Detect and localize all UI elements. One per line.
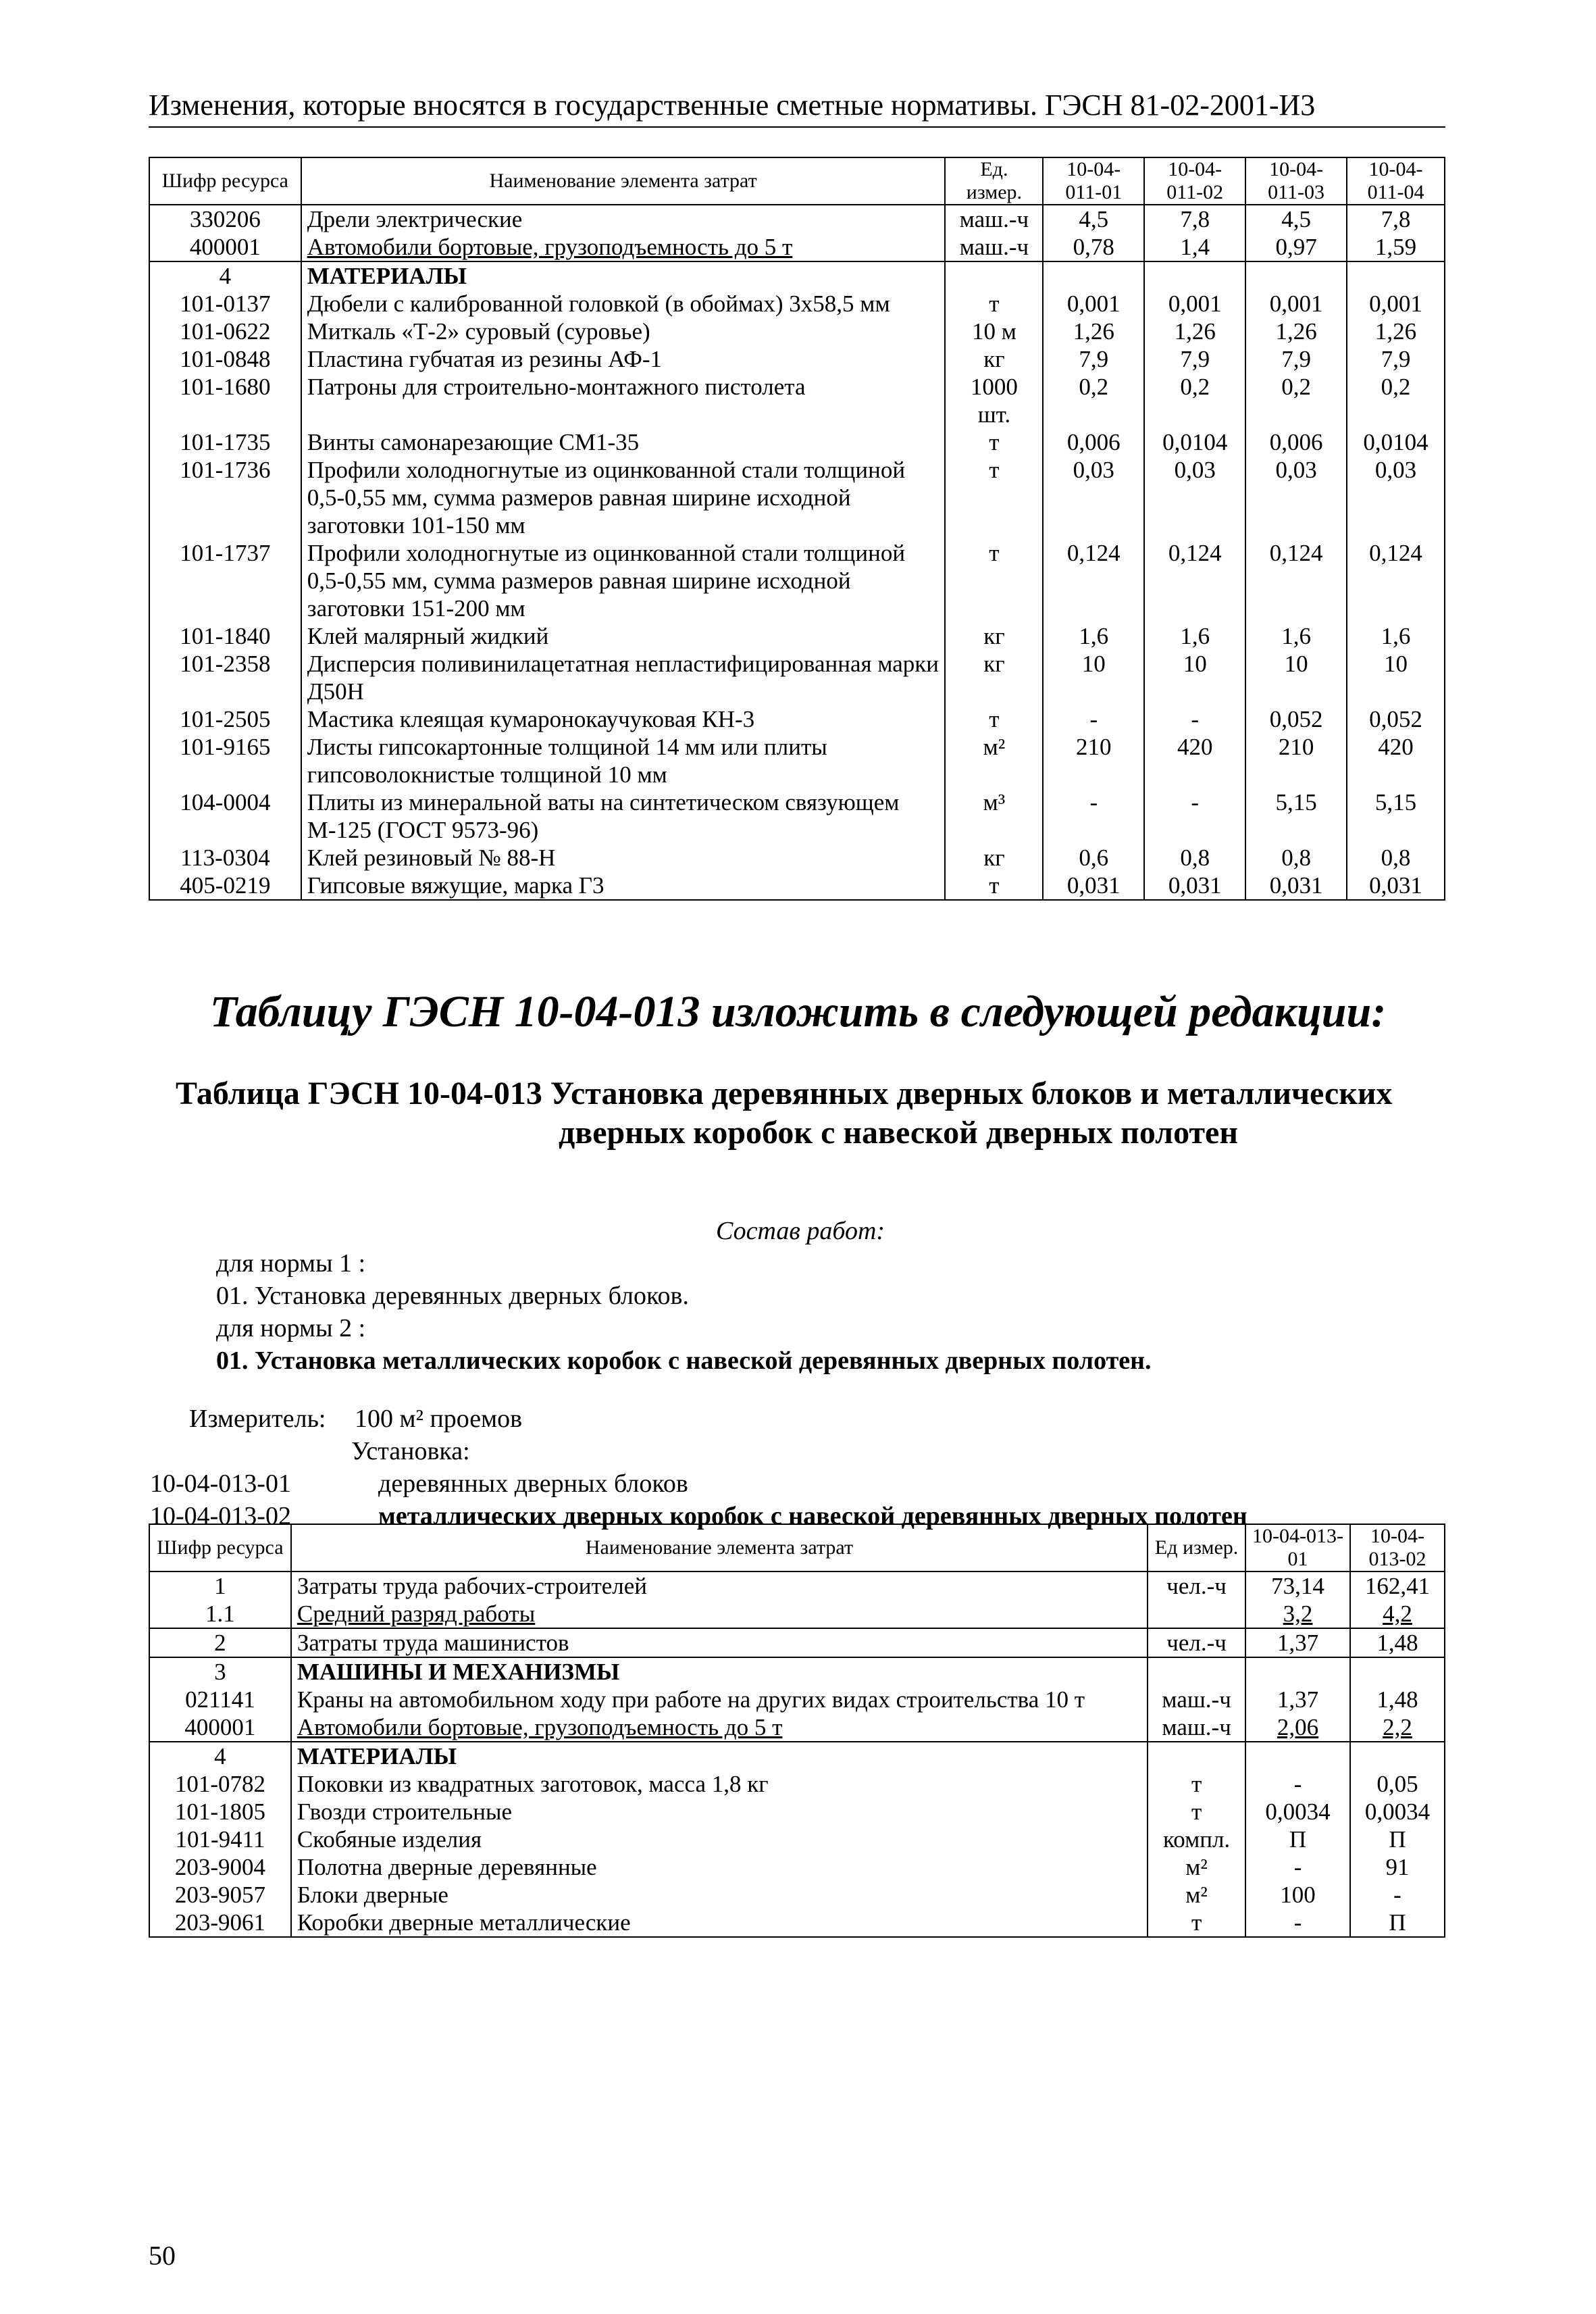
cell-value: П — [1350, 1826, 1445, 1853]
table-row — [149, 1881, 1445, 1909]
cell-code: 203-9004 — [149, 1853, 291, 1881]
col-header-code: Шифр ресурса — [149, 1524, 291, 1571]
cell-value: 0,052 — [1245, 705, 1347, 733]
cell-value: 0,0104 — [1347, 428, 1445, 456]
cell-value — [1350, 1742, 1445, 1770]
table-row — [149, 1628, 1445, 1657]
cell-code: 021141 — [149, 1686, 291, 1713]
cell-value: - — [1043, 788, 1144, 844]
cell-value — [1350, 1657, 1445, 1686]
cell-code: 405-0219 — [149, 872, 301, 900]
cell-unit — [1148, 1600, 1245, 1628]
table-row — [149, 373, 1445, 428]
table-row — [149, 1600, 1445, 1628]
cell-value: - — [1245, 1853, 1350, 1881]
cell-code: 101-1680 — [149, 373, 301, 428]
cell-value: - — [1043, 705, 1144, 733]
cell-value: 0,6 — [1043, 844, 1144, 872]
cell-code: 101-1840 — [149, 622, 301, 650]
cell-unit: кг — [945, 622, 1043, 650]
cell-unit: т — [945, 428, 1043, 456]
cell-unit: м² — [1148, 1881, 1245, 1909]
cell-value: 0,031 — [1144, 872, 1245, 900]
table-row — [149, 733, 1445, 788]
cell-name: МАШИНЫ И МЕХАНИЗМЫ — [291, 1657, 1148, 1686]
norm-code-1: 10-04-013-01 — [150, 1469, 291, 1498]
cell-code: 101-0848 — [149, 345, 301, 373]
work-composition-heading: Состав работ: — [716, 1217, 885, 1245]
table-row — [149, 1686, 1445, 1713]
cell-value: 7,9 — [1144, 345, 1245, 373]
cell-value: 0,001 — [1245, 290, 1347, 318]
section-title-line-2: дверных коробок с навеской дверных полотен — [558, 1115, 1239, 1151]
col-header-norm: 10-04-013-02 — [1350, 1524, 1445, 1571]
cell-unit: кг — [945, 844, 1043, 872]
cell-code: 4 — [149, 261, 301, 290]
cell-value: 0,97 — [1245, 233, 1347, 261]
norm-code-1-text: деревянных дверных блоков — [378, 1469, 688, 1498]
cell-code: 101-2358 — [149, 650, 301, 705]
cell-unit: 1000 шт. — [945, 373, 1043, 428]
norm-2-text: 01. Установка металлических коробок с навеской деревянных дверных полотен. — [216, 1347, 1152, 1375]
cell-name: Винты самонарезающие СМ1-35 — [301, 428, 946, 456]
section-title-line-1: Таблица ГЭСН 10-04-013 Установка деревянных дверных блоков и металлических — [176, 1076, 1393, 1111]
cell-code: 203-9061 — [149, 1909, 291, 1937]
cell-value: 0,006 — [1245, 428, 1347, 456]
cell-value: 0,03 — [1043, 456, 1144, 539]
col-header-name: Наименование элемента затрат — [291, 1524, 1148, 1571]
cell-name: Дисперсия поливинилацетатная непластифицированная марки Д50Н — [301, 650, 946, 705]
meter-value: 100 м² проемов — [355, 1405, 523, 1433]
cell-value: 162,41 — [1350, 1571, 1445, 1600]
table-row — [149, 1798, 1445, 1826]
cell-name: Средний разряд работы — [291, 1600, 1148, 1628]
page-number: 50 — [149, 2240, 176, 2271]
cell-value: 0,8 — [1347, 844, 1445, 872]
cell-value: 0,2 — [1043, 373, 1144, 428]
cell-code: 101-1805 — [149, 1798, 291, 1826]
cell-unit: т — [1148, 1770, 1245, 1798]
cell-name: Гипсовые вяжущие, марка Г3 — [301, 872, 946, 900]
resource-table-2 — [149, 1524, 1445, 1938]
table-row — [149, 650, 1445, 705]
cell-value: 1,48 — [1350, 1628, 1445, 1657]
cell-value: 1,26 — [1245, 318, 1347, 345]
col-header-norm: 10-04-011-01 — [1043, 157, 1144, 205]
cell-value: 420 — [1347, 733, 1445, 788]
table-row — [149, 428, 1445, 456]
cell-code: 3 — [149, 1657, 291, 1686]
cell-value: 0,0034 — [1350, 1798, 1445, 1826]
cell-name: Краны на автомобильном ходу при работе на других видах строительства 10 т — [291, 1686, 1148, 1713]
cell-value: 0,006 — [1043, 428, 1144, 456]
cell-unit: т — [945, 705, 1043, 733]
cell-unit: т — [1148, 1909, 1245, 1937]
cell-unit: чел.-ч — [1148, 1628, 1245, 1657]
cell-code: 400001 — [149, 1713, 291, 1742]
cell-code: 101-9165 — [149, 733, 301, 788]
table-row — [149, 844, 1445, 872]
cell-name: Профили холодногнутые из оцинкованной стали толщиной 0,5-0,55 мм, сумма размеров равная ширине исходной заготовки 101-150 мм — [301, 456, 946, 539]
cell-name: Пластина губчатая из резины АФ-1 — [301, 345, 946, 373]
cell-value: 4,2 — [1350, 1600, 1445, 1628]
cell-value: 7,9 — [1043, 345, 1144, 373]
cell-code: 203-9057 — [149, 1881, 291, 1909]
cell-name: Блоки дверные — [291, 1881, 1148, 1909]
cell-value: 1,26 — [1144, 318, 1245, 345]
cell-value: 0,05 — [1350, 1770, 1445, 1798]
cell-unit: кг — [945, 345, 1043, 373]
cell-value: 1,37 — [1245, 1628, 1350, 1657]
col-header-name: Наименование элемента затрат — [301, 157, 946, 205]
cell-value: 91 — [1350, 1853, 1445, 1881]
cell-code: 4 — [149, 1742, 291, 1770]
cell-code: 330206 — [149, 205, 301, 233]
table-row — [149, 788, 1445, 844]
norm-1-text: 01. Установка деревянных дверных блоков. — [216, 1282, 689, 1310]
cell-name: Автомобили бортовые, грузоподъемность до 5 т — [291, 1713, 1148, 1742]
cell-value: 1,37 — [1245, 1686, 1350, 1713]
cell-unit: компл. — [1148, 1826, 1245, 1853]
cell-code: 101-1736 — [149, 456, 301, 539]
cell-name: Клей резиновый № 88-Н — [301, 844, 946, 872]
table-row — [149, 318, 1445, 345]
cell-value: П — [1245, 1826, 1350, 1853]
cell-value — [1245, 1657, 1350, 1686]
table-row — [149, 1853, 1445, 1881]
table-row — [149, 456, 1445, 539]
cell-value: 7,9 — [1245, 345, 1347, 373]
col-header-unit: Ед измер. — [1148, 1524, 1245, 1571]
cell-value: 1,6 — [1245, 622, 1347, 650]
cell-value — [1144, 261, 1245, 290]
cell-value: 100 — [1245, 1881, 1350, 1909]
cell-value — [1347, 261, 1445, 290]
cell-value: 420 — [1144, 733, 1245, 788]
cell-value: 1,26 — [1347, 318, 1445, 345]
instruction-heading: Таблицу ГЭСН 10-04-013 изложить в следующей редакции: — [209, 987, 1387, 1036]
table-row — [149, 1657, 1445, 1686]
cell-code: 101-0137 — [149, 290, 301, 318]
cell-value: 73,14 — [1245, 1571, 1350, 1600]
cell-value: 5,15 — [1245, 788, 1347, 844]
cell-value: 0,124 — [1347, 539, 1445, 622]
cell-name: Дрели электрические — [301, 205, 946, 233]
cell-value: 4,5 — [1245, 205, 1347, 233]
table-row — [149, 539, 1445, 622]
cell-unit: м² — [1148, 1853, 1245, 1881]
cell-unit: м³ — [945, 788, 1043, 844]
cell-name: МАТЕРИАЛЫ — [291, 1742, 1148, 1770]
cell-value: 5,15 — [1347, 788, 1445, 844]
section-title — [176, 1074, 1432, 1153]
cell-unit: т — [945, 456, 1043, 539]
cell-code: 101-1737 — [149, 539, 301, 622]
cell-value: 1,6 — [1043, 622, 1144, 650]
cell-value: 1,6 — [1144, 622, 1245, 650]
cell-value: 0,052 — [1347, 705, 1445, 733]
install-label: Установка: — [351, 1437, 470, 1465]
cell-value: 1,4 — [1144, 233, 1245, 261]
cell-unit: маш.-ч — [1148, 1713, 1245, 1742]
cell-code: 101-9411 — [149, 1826, 291, 1853]
cell-name: Листы гипсокартонные толщиной 14 мм или плиты гипсоволокнистые толщиной 10 мм — [301, 733, 946, 788]
col-header-norm: 10-04-013-01 — [1245, 1524, 1350, 1571]
cell-code: 400001 — [149, 233, 301, 261]
col-header-norm: 10-04-011-02 — [1144, 157, 1245, 205]
cell-value: 0,031 — [1245, 872, 1347, 900]
cell-unit: т — [945, 539, 1043, 622]
cell-code: 113-0304 — [149, 844, 301, 872]
cell-value: 0,001 — [1043, 290, 1144, 318]
cell-name: Клей малярный жидкий — [301, 622, 946, 650]
cell-value: 210 — [1245, 733, 1347, 788]
table-row — [149, 705, 1445, 733]
cell-unit: т — [945, 290, 1043, 318]
col-header-unit: Ед. измер. — [945, 157, 1043, 205]
cell-value: - — [1245, 1770, 1350, 1798]
cell-value: 0,124 — [1245, 539, 1347, 622]
cell-value: 0,78 — [1043, 233, 1144, 261]
norm-code-2: 10-04-013-02 — [150, 1502, 291, 1530]
cell-code: 101-0622 — [149, 318, 301, 345]
cell-value: 7,8 — [1144, 205, 1245, 233]
cell-value: 0,031 — [1347, 872, 1445, 900]
table-row — [149, 290, 1445, 318]
table-row — [149, 872, 1445, 900]
cell-value: 0,001 — [1347, 290, 1445, 318]
norm-code-2-text: металлических дверных коробок с навеской деревянных дверных полотен — [378, 1502, 1247, 1530]
col-header-norm: 10-04-011-04 — [1347, 157, 1445, 205]
cell-unit: маш.-ч — [945, 205, 1043, 233]
cell-unit: м² — [945, 733, 1043, 788]
col-header-norm: 10-04-011-03 — [1245, 157, 1347, 205]
cell-value: 1,6 — [1347, 622, 1445, 650]
cell-name: Дюбели с калиброванной головкой (в обоймах) 3х58,5 мм — [301, 290, 946, 318]
cell-value: 0,2 — [1144, 373, 1245, 428]
cell-value: 0,031 — [1043, 872, 1144, 900]
table-row — [149, 233, 1445, 261]
cell-value: 3,2 — [1245, 1600, 1350, 1628]
cell-value: - — [1144, 705, 1245, 733]
cell-value: - — [1245, 1909, 1350, 1937]
cell-code: 101-0782 — [149, 1770, 291, 1798]
cell-value: 0,03 — [1347, 456, 1445, 539]
cell-name: Гвозди строительные — [291, 1798, 1148, 1826]
cell-value: - — [1144, 788, 1245, 844]
cell-value: 0,8 — [1144, 844, 1245, 872]
cell-value: 0,2 — [1347, 373, 1445, 428]
table-row — [149, 345, 1445, 373]
cell-value: 1,59 — [1347, 233, 1445, 261]
cell-unit: чел.-ч — [1148, 1571, 1245, 1600]
cell-unit: 10 м — [945, 318, 1043, 345]
cell-value: 0,0034 — [1245, 1798, 1350, 1826]
cell-name: Скобяные изделия — [291, 1826, 1148, 1853]
table-row — [149, 261, 1445, 290]
cell-value: 7,8 — [1347, 205, 1445, 233]
cell-name: Полотна дверные деревянные — [291, 1853, 1148, 1881]
cell-value — [1245, 1742, 1350, 1770]
cell-value — [1245, 261, 1347, 290]
page-header: Изменения, которые вносятся в государственные сметные нормативы. ГЭСН 81-02-2001-И3 — [149, 88, 1445, 128]
cell-name: Затраты труда рабочих-строителей — [291, 1571, 1148, 1600]
meter-label: Измеритель: — [189, 1405, 326, 1433]
cell-value: 0,001 — [1144, 290, 1245, 318]
cell-value: 10 — [1347, 650, 1445, 705]
cell-name: Поковки из квадратных заготовок, масса 1,8 кг — [291, 1770, 1148, 1798]
cell-code: 104-0004 — [149, 788, 301, 844]
cell-name: Миткаль «Т-2» суровый (суровье) — [301, 318, 946, 345]
cell-value: 7,9 — [1347, 345, 1445, 373]
cell-unit: кг — [945, 650, 1043, 705]
table-row — [149, 1770, 1445, 1798]
cell-unit: т — [1148, 1798, 1245, 1826]
cell-value: 0,124 — [1043, 539, 1144, 622]
cell-name: МАТЕРИАЛЫ — [301, 261, 946, 290]
cell-value: 1,26 — [1043, 318, 1144, 345]
cell-name: Затраты труда машинистов — [291, 1628, 1148, 1657]
cell-name: Коробки дверные металлические — [291, 1909, 1148, 1937]
cell-value: 0,03 — [1245, 456, 1347, 539]
cell-unit: маш.-ч — [1148, 1686, 1245, 1713]
cell-value: 0,8 — [1245, 844, 1347, 872]
resource-table-1 — [149, 157, 1445, 901]
cell-value: 0,03 — [1144, 456, 1245, 539]
cell-value: - — [1350, 1881, 1445, 1909]
table-row — [149, 1826, 1445, 1853]
table-row — [149, 1909, 1445, 1937]
cell-code: 1 — [149, 1571, 291, 1600]
cell-unit: т — [945, 872, 1043, 900]
cell-name: Профили холодногнутые из оцинкованной стали толщиной 0,5-0,55 мм, сумма размеров равная ширине исходной заготовки 151-200 мм — [301, 539, 946, 622]
cell-value: 10 — [1144, 650, 1245, 705]
cell-code: 2 — [149, 1628, 291, 1657]
cell-value: 2,06 — [1245, 1713, 1350, 1742]
cell-value — [1043, 261, 1144, 290]
norm-1-label: для нормы 1 : — [216, 1249, 366, 1278]
table-row — [149, 622, 1445, 650]
cell-code: 1.1 — [149, 1600, 291, 1628]
norm-2-label: для нормы 2 : — [216, 1314, 366, 1342]
cell-value: 2,2 — [1350, 1713, 1445, 1742]
cell-code: 101-2505 — [149, 705, 301, 733]
cell-value: 0,0104 — [1144, 428, 1245, 456]
cell-name: Мастика клеящая кумаронокаучуковая КН-3 — [301, 705, 946, 733]
cell-value: П — [1350, 1909, 1445, 1937]
cell-value: 10 — [1245, 650, 1347, 705]
cell-value: 10 — [1043, 650, 1144, 705]
cell-value: 210 — [1043, 733, 1144, 788]
cell-unit — [1148, 1742, 1245, 1770]
cell-name: Патроны для строительно-монтажного пистолета — [301, 373, 946, 428]
table-row — [149, 1713, 1445, 1742]
table-row — [149, 1742, 1445, 1770]
cell-unit — [945, 261, 1043, 290]
table-row — [149, 205, 1445, 233]
cell-code: 101-1735 — [149, 428, 301, 456]
cell-value: 0,124 — [1144, 539, 1245, 622]
cell-value: 4,5 — [1043, 205, 1144, 233]
cell-value: 0,2 — [1245, 373, 1347, 428]
cell-unit — [1148, 1657, 1245, 1686]
cell-unit: маш.-ч — [945, 233, 1043, 261]
cell-name: Плиты из минеральной ваты на синтетическом связующем М-125 (ГОСТ 9573-96) — [301, 788, 946, 844]
cell-value: 1,48 — [1350, 1686, 1445, 1713]
cell-name: Автомобили бортовые, грузоподъемность до 5 т — [301, 233, 946, 261]
col-header-code: Шифр ресурса — [149, 157, 301, 205]
table-row — [149, 1571, 1445, 1600]
